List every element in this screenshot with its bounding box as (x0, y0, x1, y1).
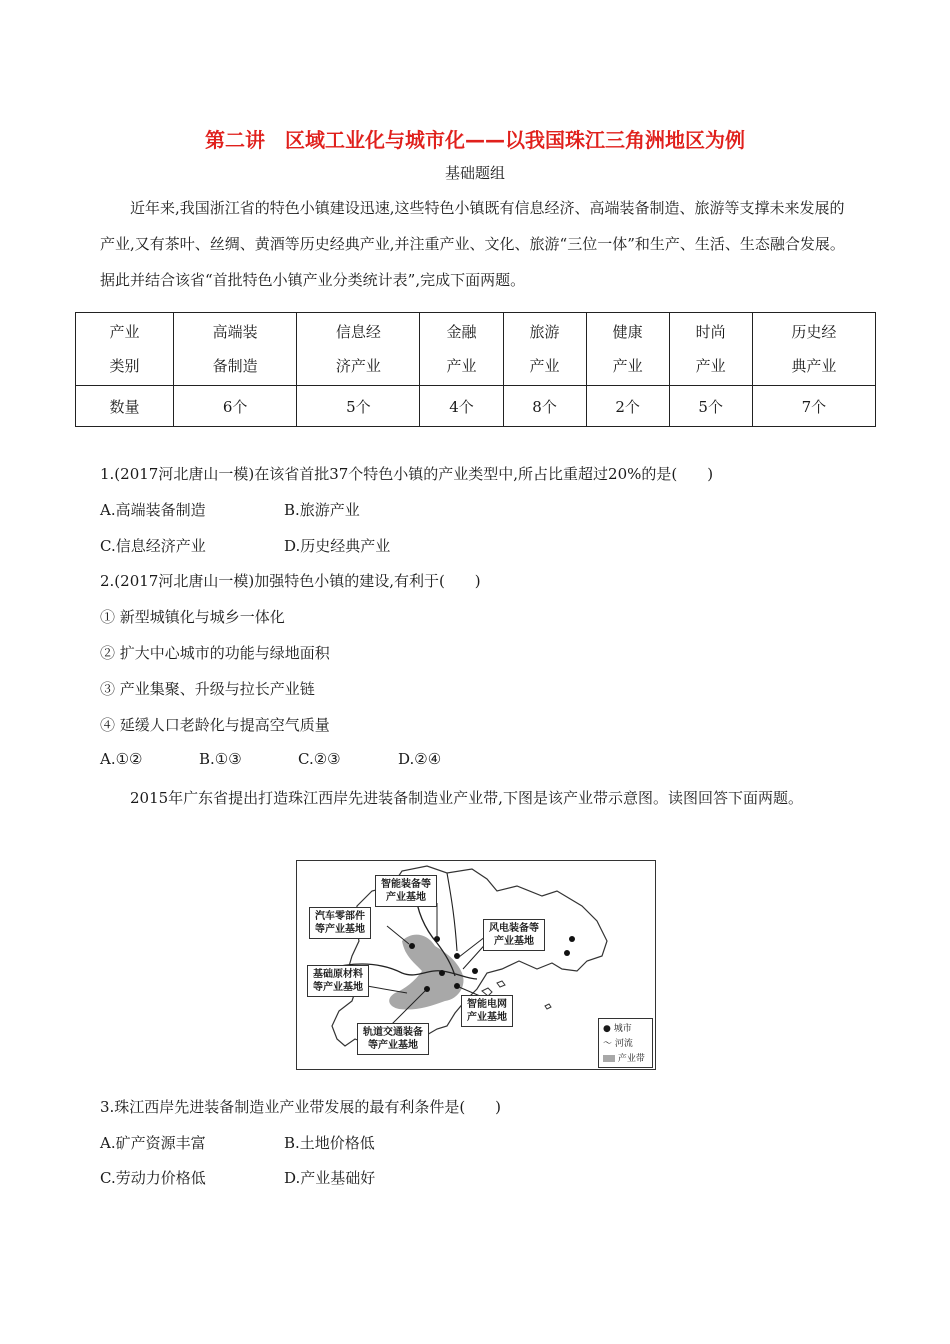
question-3-option-c: C.劳动力价格低 (100, 1169, 206, 1187)
question-3-option-d: D.产业基础好 (284, 1169, 376, 1187)
table-cell-count: 2个 (586, 386, 669, 427)
question-1-option-a: A.高端装备制造 (100, 501, 206, 519)
question-3-option-a: A.矿产资源丰富 (100, 1134, 206, 1152)
question-1-option-b: B.旅游产业 (284, 501, 360, 519)
map-label-smart-grid: 智能电网 产业基地 (461, 995, 513, 1027)
question-3-stem: 3.珠江西岸先进装备制造业产业带发展的最有利条件是( ) (100, 1098, 502, 1116)
map-label-auto-parts: 汽车零部件 等产业基地 (309, 907, 371, 939)
city-dot-icon: ● (603, 1024, 611, 1034)
city-dot (454, 983, 460, 989)
table-cell-category: 金融 产业 (420, 313, 503, 386)
table-cell-count: 5个 (669, 386, 752, 427)
table-cell-category: 旅游 产业 (503, 313, 586, 386)
river-icon: 〜 (603, 1039, 613, 1049)
island-shape (497, 981, 505, 987)
map-label-smart-equipment: 智能装备等 产业基地 (375, 875, 437, 907)
legend-city: ● 城市 (603, 1024, 632, 1034)
city-dot (454, 953, 460, 959)
intro-paragraph-2: 2015年广东省提出打造珠江西岸先进装备制造业产业带,下图是该产业带示意图。读图回答下面两题。 (130, 789, 803, 807)
lesson-title: 第二讲 区域工业化与城市化——以我国珠江三角洲地区为例 (205, 128, 745, 152)
table-cell-count: 7个 (752, 386, 875, 427)
leader-line (387, 926, 409, 944)
city-dot (409, 943, 415, 949)
question-2-option-c: C.②③ (298, 750, 341, 768)
river-line (447, 873, 457, 951)
table-row-categories (76, 313, 876, 386)
question-1-option-c: C.信息经济产业 (100, 537, 206, 555)
island-shape (545, 1004, 551, 1009)
question-1-stem: 1.(2017河北唐山一模)在该省首批37个特色小镇的产业类型中,所占比重超过20%的是( ) (100, 465, 714, 483)
question-3-option-b: B.土地价格低 (284, 1134, 375, 1152)
question-2-stem: 2.(2017河北唐山一模)加强特色小镇的建设,有利于( ) (100, 572, 481, 590)
question-2-item-3: ③ 产业集聚、升级与拉长产业链 (100, 680, 315, 698)
map-label-wind-power: 风电装备等 产业基地 (483, 919, 545, 951)
table-cell-count: 8个 (503, 386, 586, 427)
question-2-item-2: ② 扩大中心城市的功能与绿地面积 (100, 644, 330, 662)
legend-belt: 产业带 (603, 1051, 645, 1064)
legend-river: 〜 河流 (603, 1039, 633, 1049)
section-title: 基础题组 (444, 164, 505, 182)
table-cell-category: 高端装 备制造 (174, 313, 297, 386)
question-1-option-d: D.历史经典产业 (284, 537, 391, 555)
industry-stats-table (75, 312, 876, 427)
table-count-label: 数量 (76, 386, 174, 427)
question-2-option-b: B.①③ (199, 750, 242, 768)
map-label-raw-materials: 基础原材料 等产业基地 (307, 965, 369, 997)
table-cell-category: 时尚 产业 (669, 313, 752, 386)
table-cell-count: 5个 (297, 386, 420, 427)
question-2-option-d: D.②④ (398, 750, 442, 768)
city-dot (472, 968, 478, 974)
map-legend (598, 1018, 653, 1068)
table-cell-count: 4个 (420, 386, 503, 427)
city-dot (569, 936, 575, 942)
belt-swatch-icon (603, 1055, 615, 1062)
city-dot (564, 950, 570, 956)
table-cell-count: 6个 (174, 386, 297, 427)
leader-line (367, 986, 407, 993)
question-2-option-a: A.①② (100, 750, 143, 768)
intro-paragraph-1: 近年来,我国浙江省的特色小镇建设迅速,这些特色小镇既有信息经济、高端装备制造、旅游等支撑未来发展的产业,又有茶叶、丝绸、黄酒等历史经典产业,并注重产业、文化、旅游“三位一体”和生产、生活、生态融合发展。据此并结合该省“首批特色小镇产业分类统计表”,完成下面两题。 (100, 199, 845, 289)
question-2-item-4: ④ 延缓人口老龄化与提高空气质量 (100, 716, 330, 734)
table-cell-category: 信息经 济产业 (297, 313, 420, 386)
question-2-item-1: ① 新型城镇化与城乡一体化 (100, 608, 285, 626)
map-label-rail-transit: 轨道交通装备 等产业基地 (357, 1023, 429, 1055)
table-cell-category: 健康 产业 (586, 313, 669, 386)
table-cell-category: 历史经 典产业 (752, 313, 875, 386)
table-row-counts (76, 386, 876, 427)
table-header-cell: 产业 类别 (76, 313, 174, 386)
city-dot (439, 970, 445, 976)
